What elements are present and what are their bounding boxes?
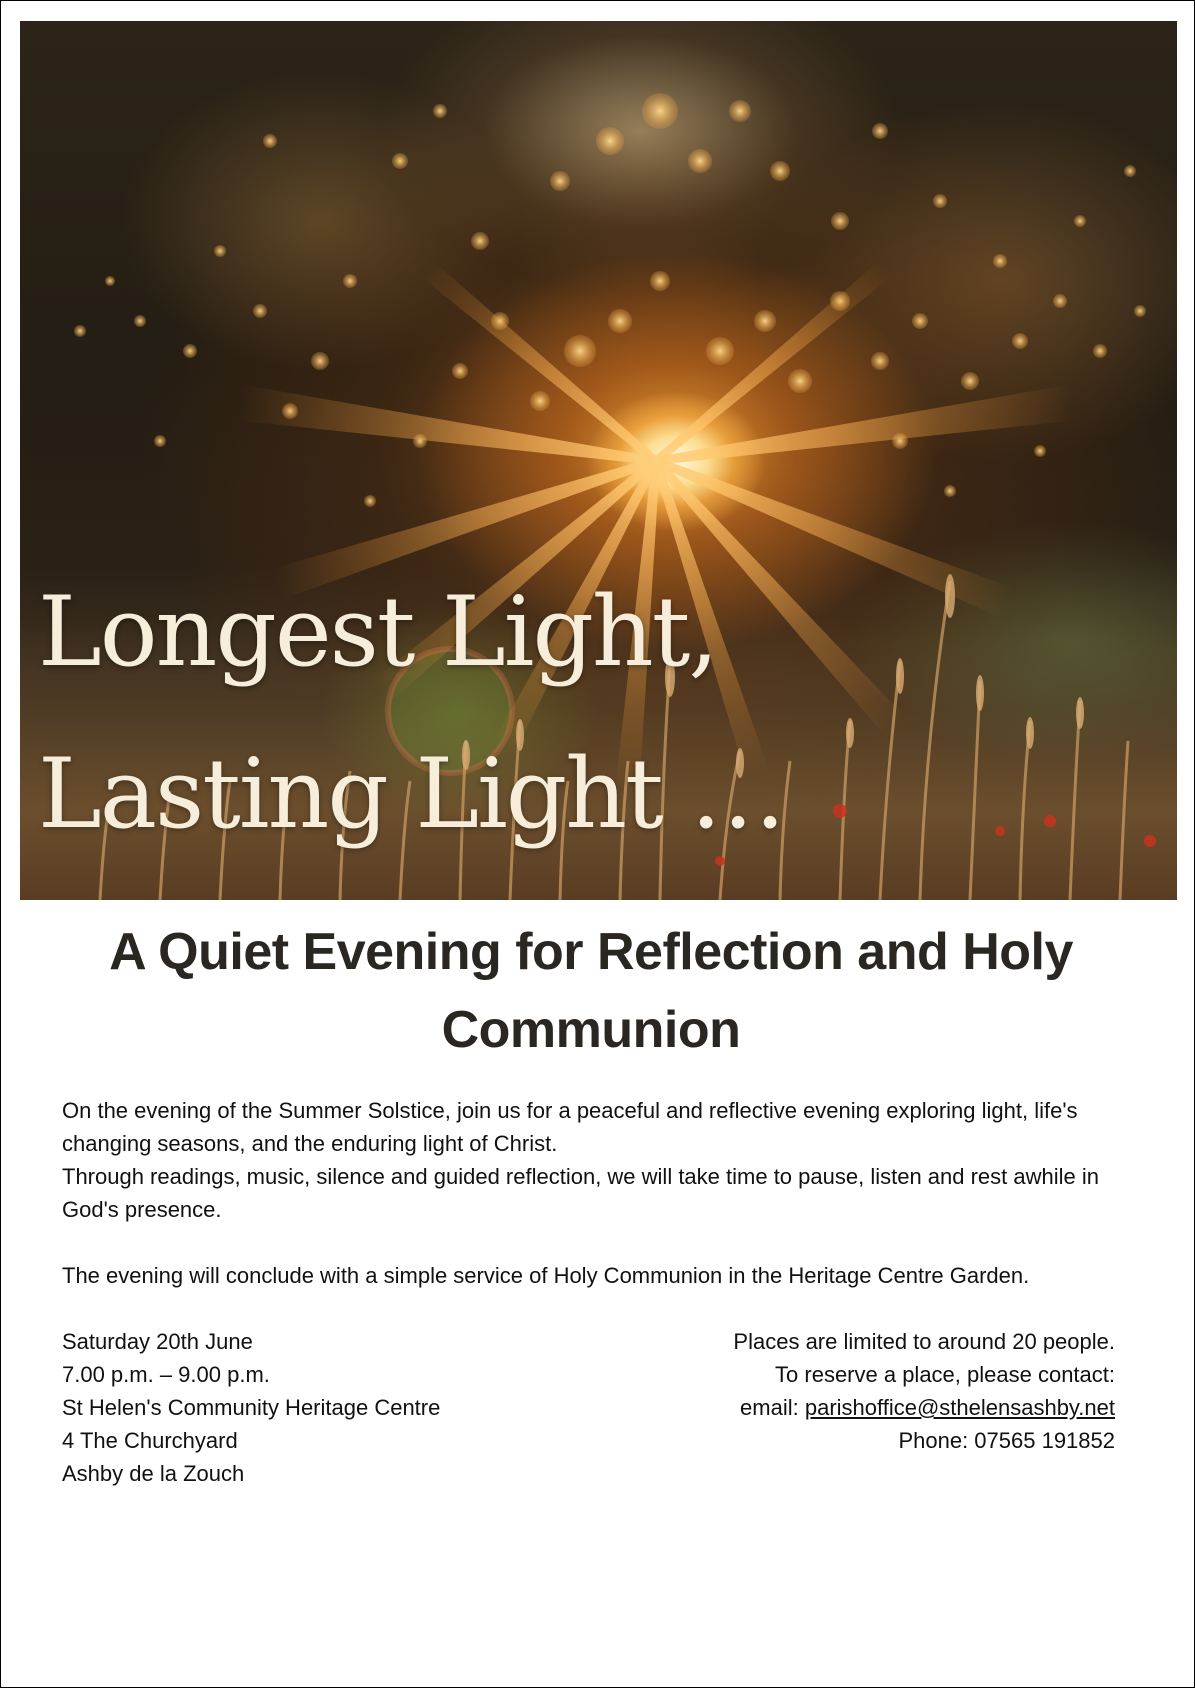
hero-title-line-2: Lasting Light … [38, 738, 785, 850]
description-paragraph-1: On the evening of the Summer Solstice, join us for a peaceful and reflective evening exploring light, life's changing seasons, and the enduring light of Christ. [62, 1098, 1078, 1156]
event-heading [61, 913, 1121, 1069]
email-link[interactable]: parishoffice@sthelensashby.net [804, 1395, 1115, 1420]
event-heading-line-1: A Quiet Evening for Reflection and Holy [109, 923, 1073, 981]
event-address-line-2: Ashby de la Zouch [62, 1461, 245, 1486]
event-details [62, 1325, 562, 1490]
places-note: Places are limited to around 20 people. [733, 1329, 1115, 1354]
hero-sunset-photo [20, 21, 1177, 900]
phone-line: Phone: 07565 191852 [898, 1428, 1115, 1453]
description-paragraph-3: The evening will conclude with a simple service of Holy Communion in the Heritage Centre Garden. [62, 1263, 1030, 1288]
bokeh-lights [74, 93, 1146, 507]
event-heading-line-2: Communion [441, 1001, 741, 1059]
event-time: 7.00 p.m. – 9.00 p.m. [62, 1362, 270, 1387]
event-description [62, 1094, 1132, 1292]
event-venue: St Helen's Community Heritage Centre [62, 1395, 441, 1420]
booking-contact [555, 1325, 1115, 1457]
email-label: email: [740, 1395, 805, 1420]
hero-title [38, 551, 784, 875]
email-line [555, 1391, 1115, 1424]
event-date: Saturday 20th June [62, 1329, 253, 1354]
description-paragraph-2: Through readings, music, silence and guided reflection, we will take time to pause, listen and rest awhile in God's presence. [62, 1164, 1099, 1222]
paragraph-spacer [62, 1226, 1132, 1259]
event-address-line-1: 4 The Churchyard [62, 1428, 238, 1453]
reserve-note: To reserve a place, please contact: [775, 1362, 1115, 1387]
hero-title-line-1: Longest Light, [38, 576, 717, 688]
